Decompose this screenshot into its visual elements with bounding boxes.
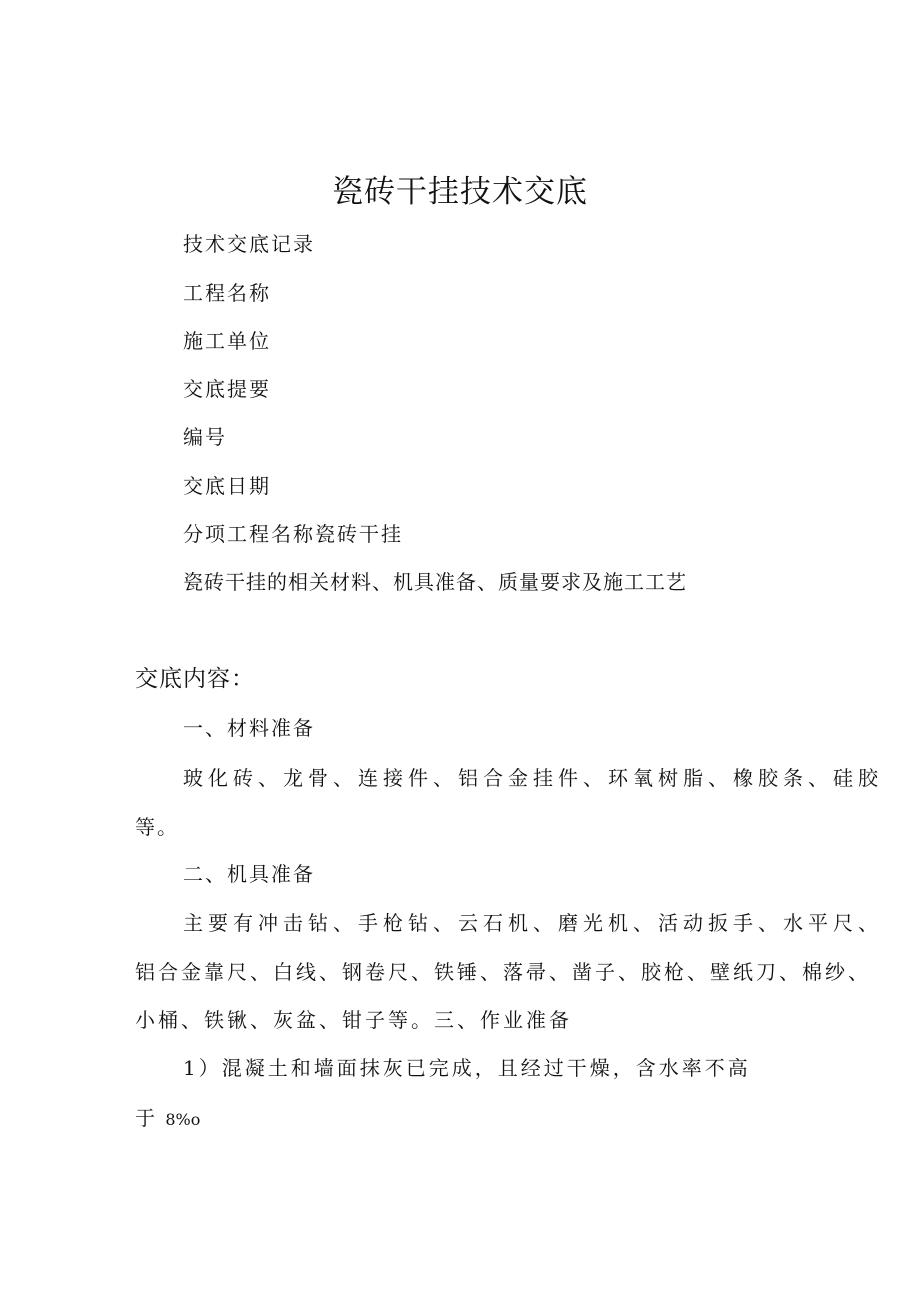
tools-line-2: 铝合金靠尺、白线、钢卷尺、铁锤、落帚、凿子、胶枪、壁纸刀、棉纱、 xyxy=(135,960,871,984)
field-disclosure-summary: 交底提要 xyxy=(183,377,271,401)
field-project-name: 工程名称 xyxy=(183,281,271,305)
field-disclosure-scope: 瓷砖干挂的相关材料、机具准备、质量要求及施工工艺 xyxy=(183,570,687,594)
field-disclosure-record: 技术交底记录 xyxy=(183,232,315,256)
moisture-content-value: 8%o xyxy=(165,1110,201,1129)
tools-line-3: 小桶、铁锹、灰盆、钳子等。三、作业准备 xyxy=(135,1008,572,1032)
field-disclosure-date: 交底日期 xyxy=(183,474,271,498)
field-subproject-name: 分项工程名称瓷砖干挂 xyxy=(183,522,403,546)
field-construction-unit: 施工单位 xyxy=(183,329,271,353)
materials-line-2: 等。 xyxy=(135,815,179,839)
prep-item-1-line-1: 1）混凝土和墙面抹灰已完成，且经过干燥，含水率不高 xyxy=(183,1056,751,1080)
field-serial-number: 编号 xyxy=(183,425,227,449)
tools-heading: 二、机具准备 xyxy=(183,862,315,886)
materials-line-1: 玻化砖、龙骨、连接件、铝合金挂件、环氧树脂、橡胶条、硅胶 xyxy=(183,766,883,790)
prep-item-1-prefix: 于 xyxy=(135,1106,157,1130)
materials-heading: 一、材料准备 xyxy=(183,716,315,740)
content-heading: 交底内容： xyxy=(135,666,255,692)
tools-line-1: 主要有冲击钻、手枪钻、云石机、磨光机、活动扳手、水平尺、 xyxy=(183,911,883,935)
document-title: 瓷砖干挂技术交底 xyxy=(332,174,588,210)
prep-item-1-line-2 xyxy=(135,1106,200,1132)
